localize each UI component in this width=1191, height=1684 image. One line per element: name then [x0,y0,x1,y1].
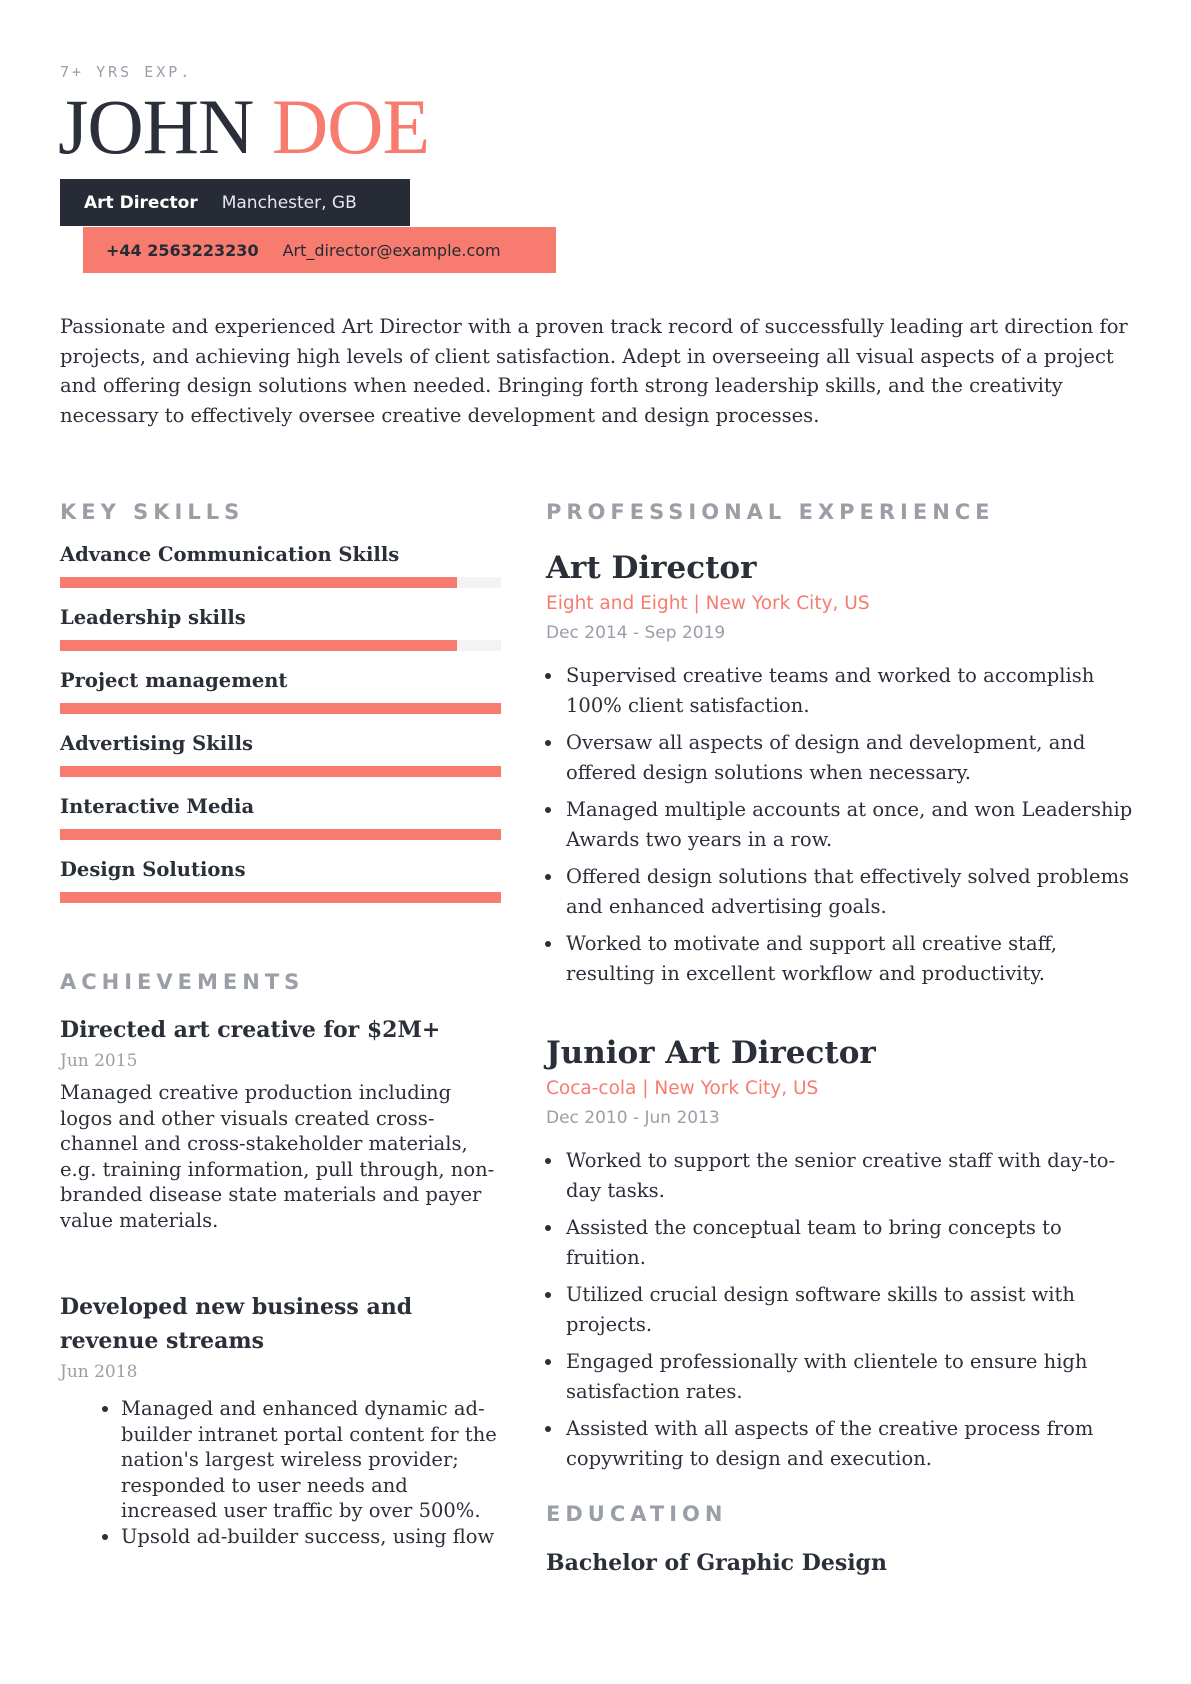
skill-item [60,795,501,821]
skill-label: Interactive Media [60,795,255,818]
job-dates: Dec 2014 - Sep 2019 [546,623,726,643]
skill-bar-track [60,892,501,903]
skill-bar-track [60,766,501,777]
job-role: Art Director [84,192,198,213]
job-entry [546,548,1146,996]
job-bullets [546,1146,1146,1473]
achievement-description: Managed creative production including logos and other visuals created cross-channel and cross-stakeholder materials, e.g. training information, pull through, non-branded disease state materials and payer value materials. [60,1081,495,1232]
job-company: Eight and Eight | New York City, US [546,593,870,614]
first-name: JOHN [58,83,254,170]
job-title: Art Director [546,550,757,586]
job-bullet: • Managed multiple accounts at once, and won Leadership Awards two years in a row. [564,795,1146,854]
skill-bar-fill [60,640,457,651]
job-bullet: • Offered design solutions that effectively solved problems and enhanced advertising goals. [564,862,1146,921]
job-entry [546,1033,1146,1481]
job-title: Junior Art Director [546,1035,876,1071]
profile-summary: Passionate and experienced Art Director with a proven track record of successfully leading art direction for projects, and achieving high levels of client satisfaction. Adept in overseeing all visual aspects of a project and offering design solutions when needed. Bringing forth strong leadership skills, and the creativity necessary to effectively oversee creative development and design processes. [60,315,1128,427]
skill-item [60,858,501,884]
skill-bar-fill [60,892,501,903]
job-bullet: • Supervised creative teams and worked to accomplish 100% client satisfaction. [564,661,1146,720]
skill-bar-fill [60,577,457,588]
job-bullet: • Engaged professionally with clientele to ensure high satisfaction rates. [564,1347,1146,1406]
skill-item [60,606,501,632]
achievement-item [60,1013,505,1233]
skill-label: Design Solutions [60,858,246,881]
skill-label: Project management [60,669,288,692]
email-address[interactable]: Art_director@example.com [282,240,501,260]
skill-bar-track [60,829,501,840]
last-name: DOE [271,83,430,170]
job-dates: Dec 2010 - Jun 2013 [546,1108,720,1128]
skill-label: Advertising Skills [60,732,253,755]
skill-bar-track [60,703,501,714]
job-bullet: • Utilized crucial design software skills to assist with projects. [564,1280,1146,1339]
skill-bar-fill [60,829,501,840]
education-heading: EDUCATION [546,1502,728,1526]
achievement-title: Developed new business and revenue streams [60,1294,413,1354]
skill-item [60,543,501,569]
contact-bar [83,227,556,273]
skill-bar-fill [60,703,501,714]
title-bar [60,179,410,226]
job-bullet: • Assisted the conceptual team to bring concepts to fruition. [564,1213,1146,1272]
skill-bar-track [60,577,501,588]
candidate-name [58,82,429,172]
phone-number: +44 2563223230 [106,240,259,260]
achievement-title: Directed art creative for $2M+ [60,1017,441,1043]
skill-item [60,669,501,695]
skill-label: Leadership skills [60,606,246,629]
skill-bar-fill [60,766,501,777]
skill-label: Advance Communication Skills [60,543,400,566]
education-degree: Bachelor of Graphic Design [546,1550,887,1576]
experience-heading: PROFESSIONAL EXPERIENCE [546,500,995,524]
skill-item [60,732,501,758]
job-bullet: • Worked to motivate and support all creative staff, resulting in excellent workflow and productivity. [564,929,1146,988]
achievement-bullet: • Managed and enhanced dynamic ad-builder intranet portal content for the nation's largest wireless provider; responded to user needs and increased user traffic by over 500%. [121,1396,505,1524]
achievement-date: Jun 2015 [60,1051,138,1071]
experience-years: 7+ YRS EXP. [60,63,193,81]
job-bullet: • Assisted with all aspects of the creative process from copywriting to design and execution. [564,1414,1146,1473]
job-bullet: • Oversaw all aspects of design and development, and offered design solutions when necessary. [564,728,1146,787]
skills-heading: KEY SKILLS [60,500,245,524]
job-company: Coca-cola | New York City, US [546,1078,819,1099]
achievements-heading: ACHIEVEMENTS [60,970,305,994]
achievement-bullets [60,1396,505,1549]
job-bullets [546,661,1146,988]
location: Manchester, GB [221,192,357,213]
skill-bar-track [60,640,501,651]
job-bullet: • Worked to support the senior creative staff with day-to-day tasks. [564,1146,1146,1205]
achievement-item [60,1290,505,1549]
achievement-bullet: • Upsold ad-builder success, using flow [121,1524,505,1550]
achievement-date: Jun 2018 [60,1362,138,1382]
